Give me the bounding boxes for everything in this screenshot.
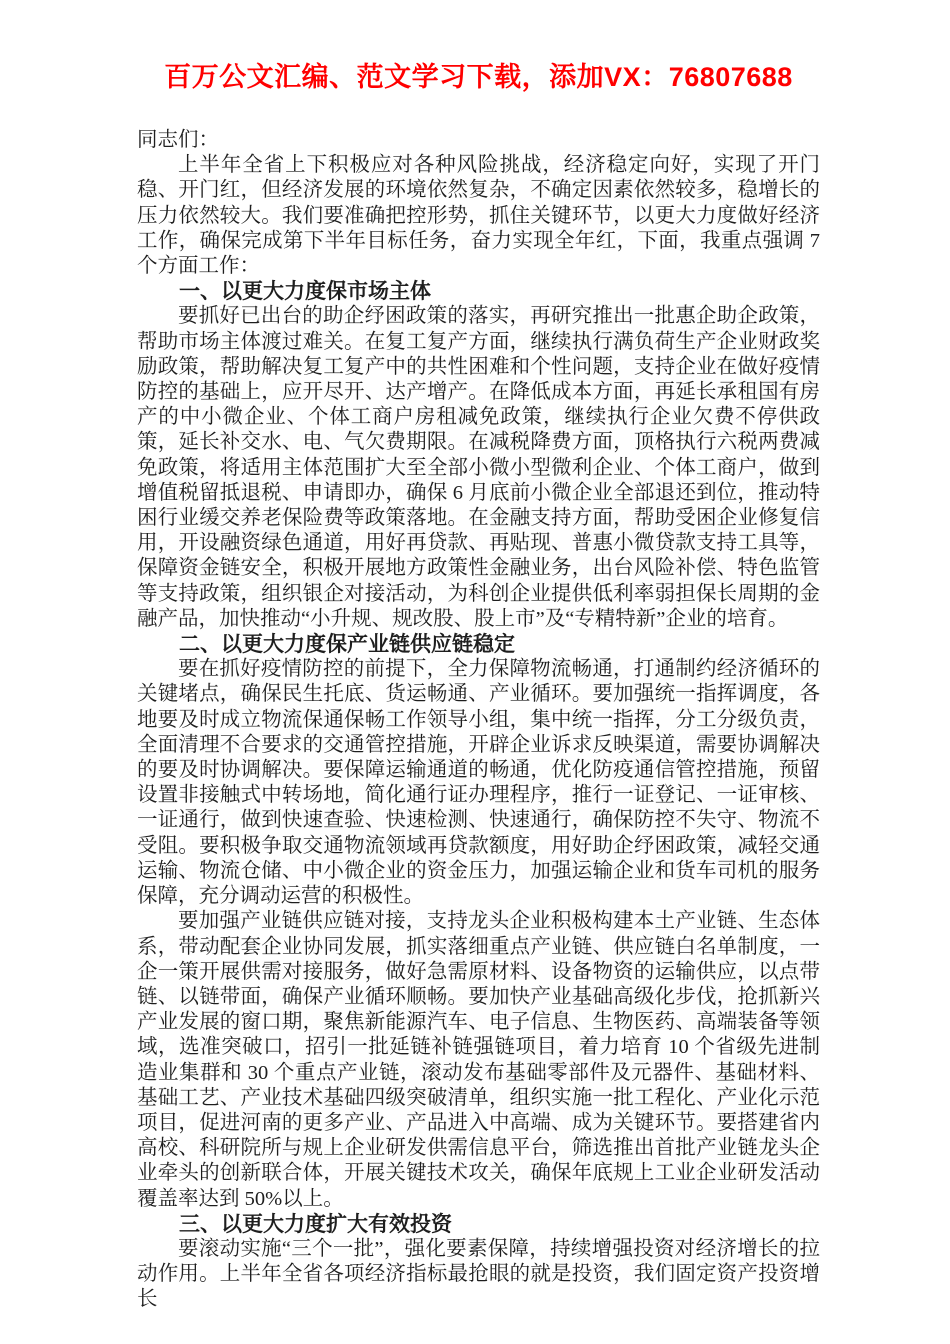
promo-banner: 百万公文汇编、范文学习下载，添加VX：76807688 — [164, 62, 793, 92]
salutation: 同志们： — [137, 129, 219, 151]
section-3-heading: 三、以更大力度扩大有效投资 — [179, 1212, 452, 1236]
section-2-paragraph-1: 要在抓好疫情防控的前提下，全力保障物流畅通，打通制约经济循环的关键堵点，确保民生托底、货运畅通、产业循环。要加强统一指挥调度，各地要及时成立物流保通保畅工作领导小组，集中统一指挥，分工分级负责，全面清理不合要求的交通管控措施，开辟企业诉求反映渠道，需要协调解决的要及时协调解决。要保障运输通道的畅通，优化防疫通信管控措施，预留设置非接触式中转场地，简化通行证办理程序，推行一证登记、一证审核、一证通行，做到快速查验、快速检测、快速通行，确保防控不失守、物流不受阻。要积极争取交通物流领域再贷款额度，用好助企纾困政策，减轻交通运输、物流仓储、中小微企业的资金压力，加强运输企业和货车司机的服务保障，充分调动运营的积极性。 — [137, 658, 820, 908]
intro-paragraph: 上半年全省上下积极应对各种风险挑战，经济稳定向好，实现了开门稳、开门红，但经济发展的环境依然复杂，不确定因素依然较多，稳增长的压力依然较大。我们要准确把控形势，抓住关键环节，以更大力度做好经济工作，确保完成第下半年目标任务，奋力实现全年红，下面，我重点强调 7 个方面工作： — [137, 154, 820, 278]
section-2-heading: 二、以更大力度保产业链供应链稳定 — [179, 633, 515, 657]
section-2-paragraph-2: 要加强产业链供应链对接，支持龙头企业积极构建本土产业链、生态体系，带动配套企业协同发展，抓实落细重点产业链、供应链白名单制度，一企一策开展供需对接服务，做好急需原材料、设备物资的运输供应，以点带链、以链带面，确保产业循环顺畅。要加快产业基础高级化步伐，抢抓新兴产业发展的窗口期，聚焦新能源汽车、电子信息、生物医药、高端装备等领域，选准突破口，招引一批延链补链强链项目，着力培育 10 个省级先进制造业集群和 30 个重点产业链，滚动发布基础零部件及元器件、基础材料、基础工艺、产业技术基础四级突破清单，组织实施一批工程化、产业化示范项目，促进河南的更多产业、产品进入中高端、成为关键环节。要搭建省内高校、科研院所与规上企业研发供需信息平台，筛选推出首批产业链龙头企业牵头的创新联合体，开展关键技术攻关，确保年底规上工业企业研发活动覆盖率达到 50%以上。 — [137, 910, 820, 1210]
document-body — [137, 128, 820, 1313]
section-3-paragraph-1: 要滚动实施“三个一批”，强化要素保障，持续增强投资对经济增长的拉动作用。上半年全省各项经济指标最抢眼的就是投资，我们固定资产投资增长 — [137, 1237, 820, 1311]
section-1-paragraph-1: 要抓好已出台的助企纾困政策的落实，再研究推出一批惠企助企政策，帮助市场主体渡过难关。在复工复产方面，继续执行满负荷生产企业财政奖励政策，帮助解决复工复产中的共性困难和个性问题，支持企业在做好疫情防控的基础上，应开尽开、达产增产。在降低成本方面，再延长承租国有房产的中小微企业、个体工商户房租减免政策，继续执行企业欠费不停供政策，延长补交水、电、气欠费期限。在减税降费方面，顶格执行六税两费减免政策，将适用主体范围扩大至全部小微小型微利企业、个体工商户，做到增值税留抵退税、申请即办，确保 6 月底前小微企业全部退还到位，推动特困行业缓交养老保险费等政策落地。在金融支持方面，帮助受困企业修复信用，开设融资绿色通道，用好再贷款、再贴现、普惠小微贷款支持工具等，保障资金链安全，积极开展地方政策性金融业务，出台风险补偿、特色监管等支持政策，组织银企对接活动，为科创企业提供低利率弱担保长周期的金融产品，加快推动“小升规、规改股、股上市”及“专精特新”企业的培育。 — [137, 305, 820, 630]
section-1-heading: 一、以更大力度保市场主体 — [179, 280, 431, 304]
